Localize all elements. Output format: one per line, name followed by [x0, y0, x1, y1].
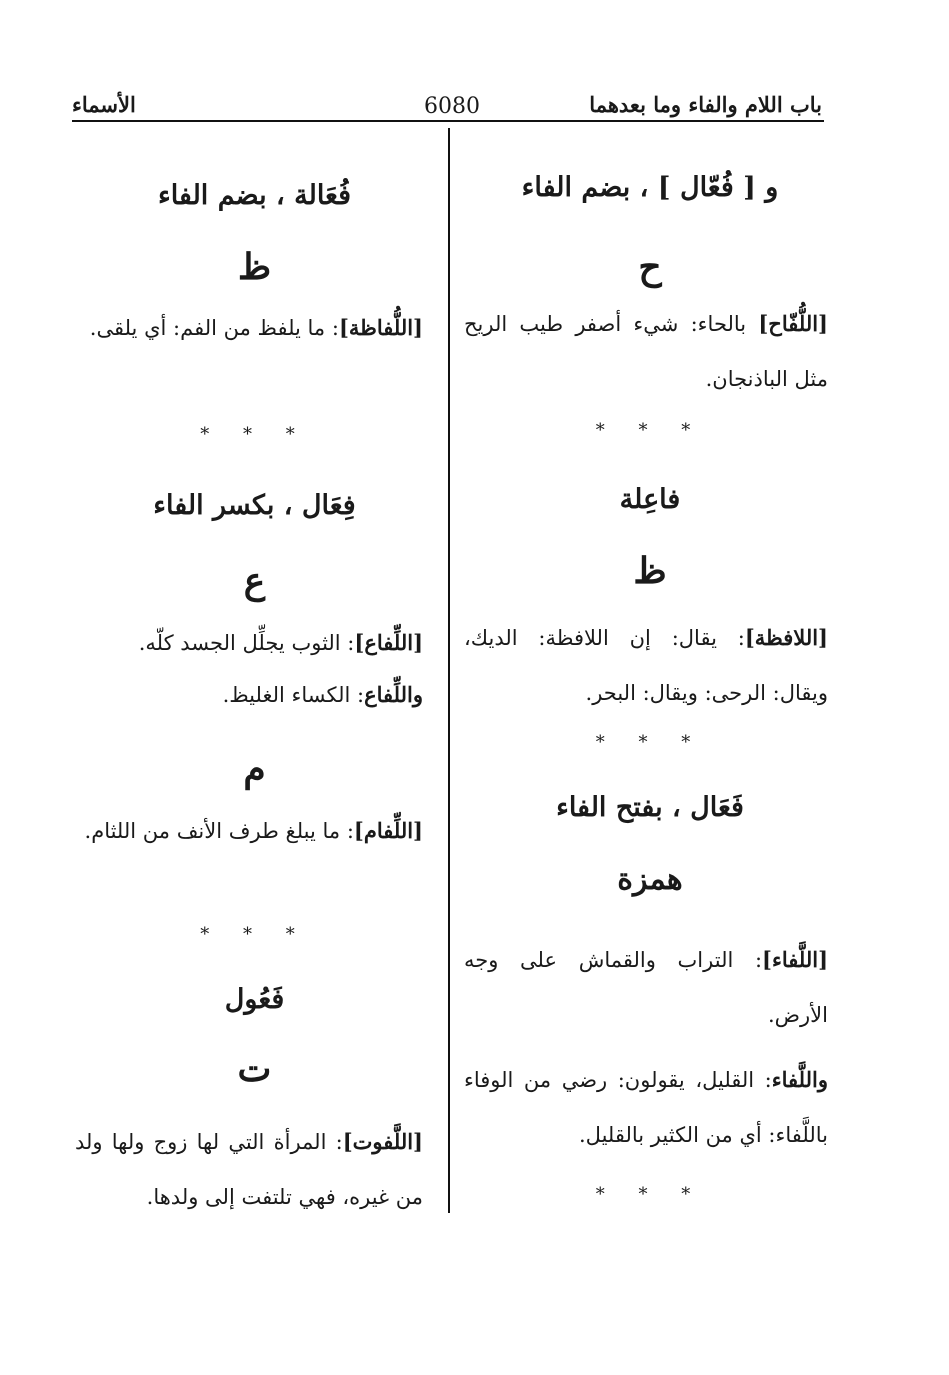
right-heading-fuaal: و [ فُعّال ] ، بضم الفاء: [521, 172, 779, 203]
separator-stars: * * *: [595, 1184, 705, 1205]
entry-lifa-1: [75, 615, 423, 671]
definition: : الثوب يجلِّل الجسد كلّه.: [138, 631, 355, 655]
headword: [اللُّفّاح]: [758, 311, 828, 336]
separator-stars: * * *: [200, 424, 309, 445]
left-letter-ayn: ع: [243, 560, 266, 602]
left-letter-mim: م: [243, 748, 266, 790]
entry-lifam: [75, 803, 423, 859]
headword: واللَّفاء: [771, 1067, 828, 1092]
headword: [اللِّفام]: [353, 818, 423, 843]
left-heading-fuaala: فُعَالة ، بضم الفاء: [158, 180, 351, 211]
separator-stars: * * *: [200, 924, 309, 945]
section-title: باب اللام والفاء وما بعدهما: [589, 92, 822, 117]
right-letter-hamza: همزة: [617, 862, 683, 897]
right-letter-haa: ح: [638, 246, 662, 288]
entry-luffah: [464, 296, 828, 407]
headword: واللِّفاع: [364, 682, 423, 707]
entry-lafa-2: [464, 1052, 828, 1163]
column-divider: [448, 128, 450, 1213]
header-rule: [72, 120, 824, 122]
definition: : المرأة التي لها زوج ولها ولد من غيره، فهي تلتفت إلى ولدها.: [75, 1130, 423, 1209]
left-letter-zaa: ظ: [237, 246, 272, 288]
headword: [اللَّفاء]: [762, 947, 828, 972]
part-title: الأسماء: [72, 92, 136, 117]
definition: : ما يبلغ طرف الأنف من اللثام.: [84, 819, 354, 843]
definition: : ما يلفظ من الفم: أي يلقى.: [89, 316, 339, 340]
left-letter-taa: ت: [237, 1048, 272, 1090]
right-heading-faila: فاعِلة: [619, 484, 681, 515]
definition: : يقال: إن اللافظة: الديك، ويقال: الرحى: ويقال: البحر.: [464, 626, 828, 705]
page-number: 6080: [424, 94, 480, 119]
right-letter-zaa: ظ: [633, 550, 667, 592]
entry-lafut: [75, 1114, 423, 1225]
headword: [اللُّفاظة]: [338, 315, 423, 340]
entry-lafiza: [464, 610, 828, 721]
left-heading-fiaal: فِعَال ، بكسر الفاء: [153, 490, 356, 521]
entry-lufaza: [75, 300, 423, 356]
headword: [اللَّفوت]: [342, 1129, 423, 1154]
headword: [اللافظة]: [744, 625, 828, 650]
definition: : الكساء الغليظ.: [222, 683, 365, 707]
headword: [اللِّفاع]: [354, 630, 423, 655]
separator-stars: * * *: [595, 420, 705, 441]
definition: بالحاء: شيء أصفر طيب الريح مثل الباذنجان.: [464, 312, 828, 391]
separator-stars: * * *: [595, 732, 705, 753]
right-heading-faal: فَعَال ، بفتح الفاء: [556, 792, 744, 823]
definition: : التراب والقماش على وجه الأرض.: [464, 948, 828, 1027]
entry-lafa-1: [464, 932, 828, 1043]
entry-lifa-2: [75, 667, 423, 723]
definition: : القليل، يقولون: رضي من الوفاء باللَّفاء: أي من الكثير بالقليل.: [464, 1068, 828, 1147]
left-heading-fauul: فَعُول: [224, 984, 285, 1015]
